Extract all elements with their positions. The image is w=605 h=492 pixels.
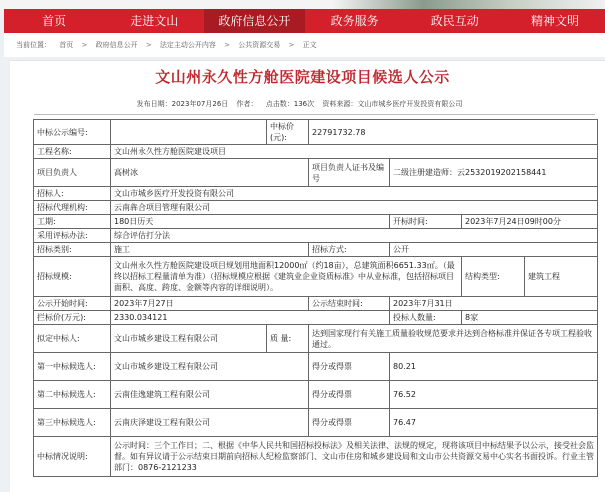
notes-value: 公示时间：三个工作日；二、根据《中华人民共和国招标投标法》及相关法律、法规的规定，现将该项目中标结果予以公示，接受社会监督。如有异议请于公示结束日期前向招标人纪检监察部门、文山市住房和城乡建设局和文山市公共资源交易中心实名书面投诉。行业主管部门：0876-2121233	[111, 437, 598, 477]
mode-label: 招标方式:	[309, 243, 390, 257]
pub-start-value: 2023年7月27日	[111, 297, 309, 311]
breadcrumb-separator: >	[81, 41, 88, 49]
table-row	[34, 120, 598, 145]
bid-no-label: 中标公示编号:	[34, 120, 111, 145]
article-title: 文山州永久性方舱医院建设项目候选人公示	[155, 68, 450, 86]
table-row	[34, 145, 598, 159]
category-value: 施工	[111, 243, 309, 257]
method-label: 采用评标办法:	[34, 229, 111, 243]
period-value: 180日历天	[111, 215, 390, 229]
breadcrumb-separator: >	[224, 41, 231, 49]
winner-value: 文山市城乡建设工程有限公司	[111, 325, 267, 353]
nav-item-about-wenshan[interactable]: 走进文山	[130, 14, 179, 28]
table-row	[34, 159, 598, 187]
nav-item-gov-services[interactable]: 政务服务	[330, 14, 379, 28]
breadcrumb-public-resources[interactable]: 公共资源交易	[238, 41, 281, 49]
project-name-label: 工程名称:	[34, 145, 111, 159]
table-row	[34, 437, 598, 477]
pub-end-label: 公示结束时间:	[309, 297, 390, 311]
breadcrumb-separator: >	[145, 41, 152, 49]
period-label: 工期:	[34, 215, 111, 229]
candidate-1-score: 80.21	[390, 353, 598, 381]
breadcrumb-home[interactable]: 首页	[59, 41, 74, 49]
nav-item-civilization[interactable]: 精神文明	[530, 14, 579, 28]
breadcrumb	[4, 33, 605, 57]
candidate-1-name: 文山市城乡建设工程有限公司	[111, 353, 309, 381]
bid-price-label: 中标价(元):	[267, 120, 309, 145]
breadcrumb-separator: >	[288, 41, 295, 49]
open-time-value: 2023年7月24日09时00分	[462, 215, 598, 229]
bid-price-value: 22791732.78	[309, 120, 598, 145]
method-value: 综合评估打分法	[111, 229, 598, 243]
category-label: 招标类别:	[34, 243, 111, 257]
author: 作者：	[236, 100, 258, 108]
click-count: 点击数：136次	[265, 100, 315, 108]
agency-label: 招标代理机构:	[34, 201, 111, 215]
quality-label: 质 量:	[267, 325, 309, 353]
candidate-3-name: 云南庆泽建设工程有限公司	[111, 409, 309, 437]
article-container	[10, 60, 605, 492]
candidate-1-score-label: 得分或得票	[309, 353, 390, 381]
table-row	[34, 243, 598, 257]
breadcrumb-gov-info[interactable]: 政府信息公开	[95, 41, 138, 49]
agency-value: 云南犇合项目管理有限公司	[111, 201, 598, 215]
table-row	[34, 187, 598, 201]
pub-start-label: 公示开始时间:	[34, 297, 111, 311]
quality-value: 达到国家现行有关施工质量验收规范要求并达到合格标准并保证各专项工程验收通过。	[309, 325, 598, 353]
table-row	[34, 201, 598, 215]
tenderer-value: 文山市城乡医疗开发投资有限公司	[111, 187, 598, 201]
breadcrumb-prefix: 当前位置：	[16, 41, 51, 49]
table-row	[34, 325, 598, 353]
candidate-3-score-label: 得分或得票	[309, 409, 390, 437]
table-row	[34, 409, 598, 437]
table-row	[34, 381, 598, 409]
nav-item-interaction[interactable]: 政民互动	[430, 14, 479, 28]
bidders-label: 投标人数量:	[390, 311, 462, 325]
nav-item-gov-info[interactable]: 政府信息公开	[204, 9, 304, 33]
manager-label: 项目负责人	[34, 159, 111, 187]
candidate-2-score: 76.52	[390, 381, 598, 409]
candidate-2-score-label: 得分或得票	[309, 381, 390, 409]
table-row	[34, 215, 598, 229]
candidate-2-label: 第二中标候选人:	[34, 381, 111, 409]
source: 资料来源：文山市城乡医疗开发投资有限公司	[322, 100, 463, 108]
bid-info-table	[33, 119, 598, 477]
table-row	[34, 229, 598, 243]
candidate-3-label: 第三中标候选人:	[34, 409, 111, 437]
structure-label: 结构类型:	[462, 257, 525, 297]
candidate-3-score: 76.47	[390, 409, 598, 437]
scale-value: 文山州永久性方舱医院建设项目规划用地面积12000㎡（约18亩），总建筑面积6651.33㎡。（最终以招标工程量清单为准）（招标规模应根据《建筑业企业资质标准》中从业标准，包括招标项目面积、高度、跨度、金额等内容的详细说明）。	[111, 257, 462, 297]
candidate-1-label: 第一中标候选人:	[34, 353, 111, 381]
publish-date: 发布日期：2023年07月26日	[136, 100, 229, 108]
scale-label: 招标规模:	[34, 257, 111, 297]
bid-no-value	[111, 120, 267, 145]
notes-label: 中标情况说明:	[34, 437, 111, 477]
candidate-2-name: 云南佳逸建筑工程有限公司	[111, 381, 309, 409]
table-row	[34, 257, 598, 297]
open-time-label: 开标时间:	[390, 215, 462, 229]
divider	[34, 114, 595, 115]
pub-end-value: 2023年7月31日	[390, 297, 598, 311]
cert-value: 二级注册建造师：云2532019202158441	[390, 159, 598, 187]
nav-item-home[interactable]: 首页	[42, 14, 67, 28]
structure-value: 建筑工程	[525, 257, 598, 297]
table-row	[34, 353, 598, 381]
mode-value: 公开	[390, 243, 598, 257]
breadcrumb-current: 正文	[302, 41, 317, 49]
tenderer-label: 招标人:	[34, 187, 111, 201]
breadcrumb-statutory[interactable]: 法定主动公开内容	[159, 41, 216, 49]
article-meta	[10, 99, 595, 109]
project-name-value: 文山州永久性方舱医院建设项目	[111, 145, 598, 159]
table-row	[34, 311, 598, 325]
table-row	[34, 297, 598, 311]
manager-value: 高树冰	[111, 159, 309, 187]
winner-label: 拟定中标人:	[34, 325, 111, 353]
ceiling-value: 2330.034121	[111, 311, 390, 325]
main-nav	[4, 9, 605, 33]
bidders-value: 8家	[462, 311, 598, 325]
ceiling-label: 拦标价(万元):	[34, 311, 111, 325]
cert-label: 项目负责人证书及编号	[309, 159, 390, 187]
